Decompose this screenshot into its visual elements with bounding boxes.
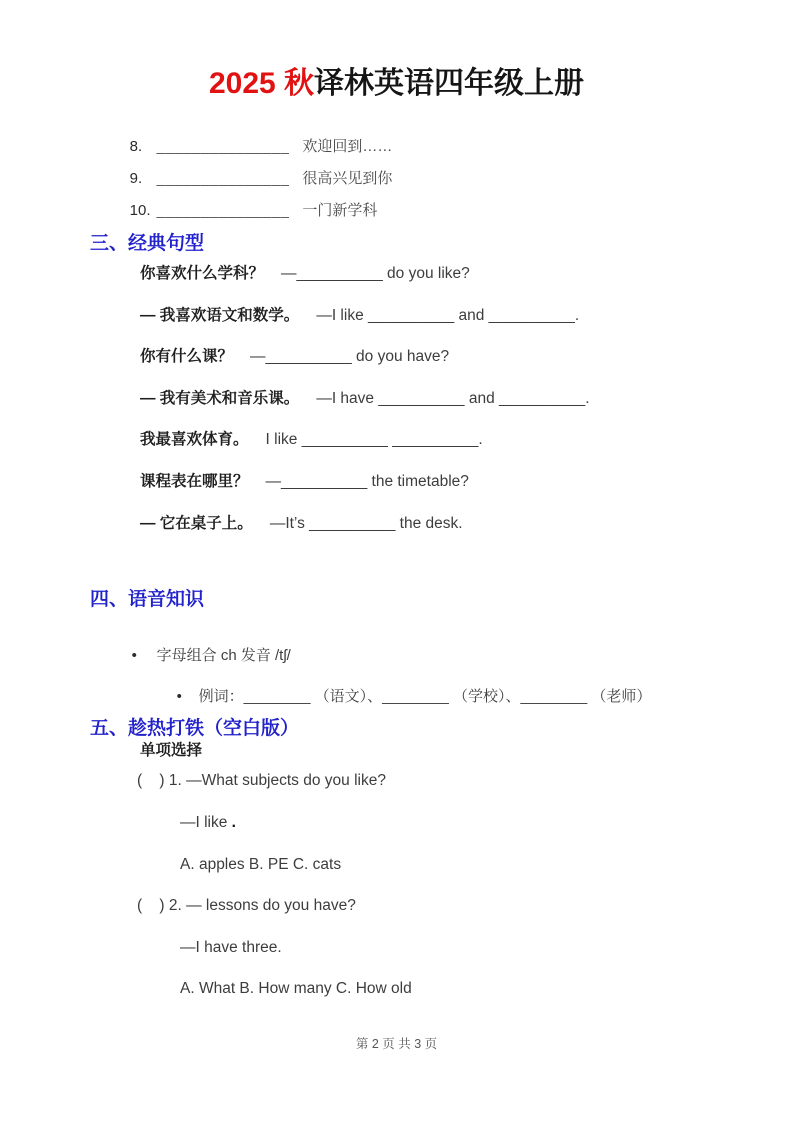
vocab-item-number: 10. xyxy=(129,202,151,219)
sentence-row xyxy=(140,307,579,324)
vocab-item-translation: 欢迎回到…… xyxy=(302,138,393,155)
sentence-chinese: 课程表在哪里？ xyxy=(140,473,249,490)
sentence-row xyxy=(140,473,469,490)
sentence-english: I like __________ __________. xyxy=(265,431,483,448)
vocab-item-blank: _______________ xyxy=(156,202,290,219)
sentence-chinese: 我最喜欢体育。 xyxy=(140,431,249,448)
phonics-bullet-text: 字母组合 ch 发音 /tʃ/ xyxy=(156,647,291,664)
sentence-chinese: 你喜欢什么学科？ xyxy=(140,265,265,282)
vocab-item-number: 8. xyxy=(129,138,143,155)
question-answer-period: . xyxy=(227,814,236,831)
vocab-item-blank: _______________ xyxy=(156,138,290,155)
sentence-row xyxy=(140,390,590,407)
practice-subheading: 单项选择 xyxy=(140,742,203,759)
title-rest: 译林英语四年级上册 xyxy=(314,67,585,100)
question-stem: ( ) 1. —What subjects do you like? xyxy=(137,772,386,789)
section-heading-practice: 五、趁热打铁（空白版） xyxy=(90,718,300,739)
bullet-icon: • xyxy=(176,688,182,705)
sentence-english: —I like __________ and __________. xyxy=(316,307,580,324)
sentence-english: —__________ do you like? xyxy=(281,265,470,282)
question-stem: ( ) 2. — lessons do you have? xyxy=(137,897,356,914)
sentence-chinese: — 我有美术和音乐课。 xyxy=(140,390,300,407)
title-year-highlight: 2025 秋 xyxy=(208,67,315,100)
bullet-icon: • xyxy=(131,647,137,664)
sentence-chinese: — 我喜欢语文和数学。 xyxy=(140,307,300,324)
question-options: A. What B. How many C. How old xyxy=(180,980,412,997)
sentence-chinese: — 它在桌子上。 xyxy=(140,515,253,532)
sentence-chinese: 你有什么课？ xyxy=(140,348,234,365)
sentence-row xyxy=(140,265,470,282)
page-footer: 第 2 页 共 3 页 xyxy=(355,1037,438,1051)
section-heading-phonics: 四、语音知识 xyxy=(90,589,205,610)
sentence-english: —I have __________ and __________. xyxy=(316,390,590,407)
sentence-english: —It’s __________ the desk. xyxy=(269,515,463,532)
question-answer-text: —I like xyxy=(180,814,228,831)
question-options: A. apples B. PE C. cats xyxy=(180,856,342,873)
sentence-row xyxy=(140,348,449,365)
sentence-row xyxy=(140,431,483,448)
section-heading-classic-sentences: 三、经典句型 xyxy=(90,233,205,254)
sentence-row xyxy=(140,515,463,532)
vocab-item-blank: _______________ xyxy=(156,170,290,187)
question-answer xyxy=(180,814,236,832)
sentence-english: —__________ the timetable? xyxy=(265,473,469,490)
vocab-item-translation: 一门新学科 xyxy=(302,202,378,219)
page-title xyxy=(0,58,793,102)
phonics-example-text: 例词：________ （语文）、________ （学校）、________ （老师） xyxy=(198,688,652,705)
vocab-item-number: 9. xyxy=(129,170,143,187)
sentence-english: —__________ do you have? xyxy=(250,348,450,365)
vocab-item-translation: 很高兴见到你 xyxy=(302,170,393,187)
question-answer-text: —I have three. xyxy=(180,939,282,956)
question-answer xyxy=(180,939,282,957)
